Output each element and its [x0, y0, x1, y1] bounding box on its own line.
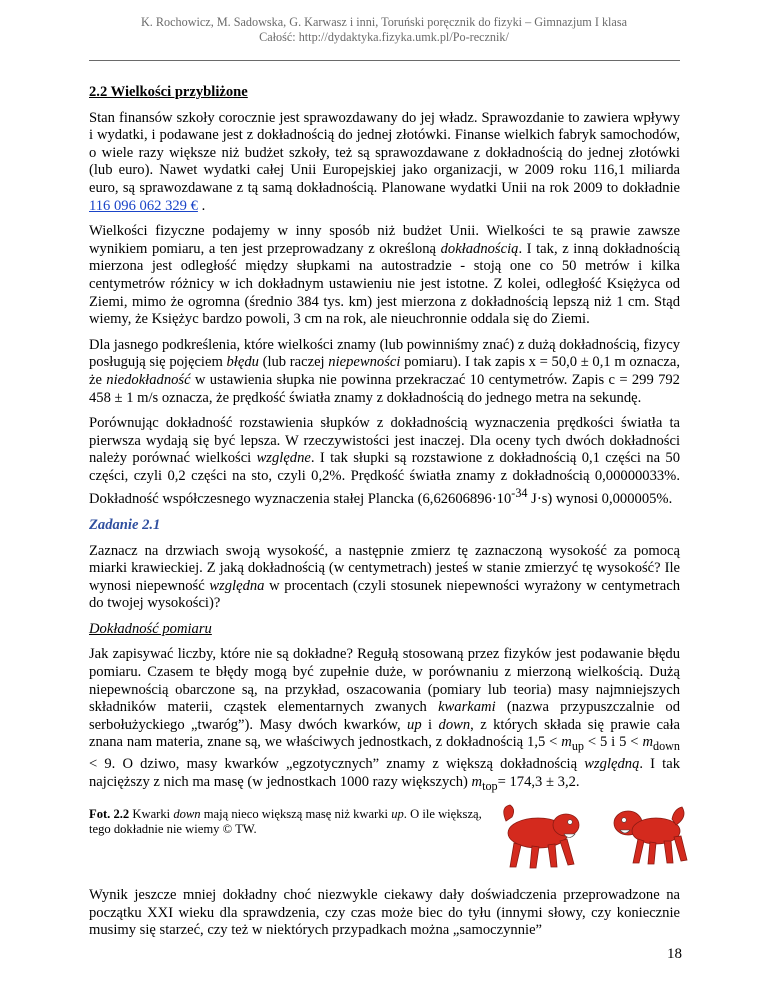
figure-caption: Fot. 2.2 Kwarki down mają nieco większą masę niż kwarki up. O ile większą, tego dokładnie nie wiemy © TW.	[89, 807, 482, 837]
page-number: 18	[667, 946, 682, 962]
right-toy-eye	[622, 818, 627, 823]
paragraph-task: Zaznacz na drzwiach swoją wysokość, a następnie zmierz tę zaznaczoną wysokość za pomocą miarki krawieckiej. Z jaką dokładnością (w centymetrach) jesteś w stanie zmierzyć tę wysokość? Ile wynosi niepewność względna w procentach (czyli stosunek niepewności wyrażony w centymetrach do twojej wysokości)?	[89, 542, 680, 612]
page-body	[89, 84, 680, 948]
paragraph-quarks: Jak zapisywać liczby, które nie są dokładne? Regułą stosowaną przez fizyków jest podawanie błędu pomiaru. Czasem te błędy mogą być zupełnie duże, w porównaniu z mierzoną wielkością. Dużą niepewnością obarczone są, na przykład, oszacowania (pomiary lub teoria) masy najmniejszych składników materii, cząstek elementarnych zwanych kwarkami (nazwa przypuszczalnie od serbołużyckiego „twaróg”). Masy dwóch kwarków, up i down, z których składa się prawie cała znana nam materia, znane są, we właściwych jednostkach, z dokładnością $1,5 < m_{up} < 5$ i $5 < m_{down} < 9$. O dziwo, masy kwarków „egzotycznych” znamy z większą dokładnością względną. I tak najcięższy z nich ma masę (w jednostkach 1000 razy większych) $m_{top}= 174,3 \pm 3,2$.	[89, 646, 680, 793]
right-toy-leg	[674, 836, 687, 861]
paragraph-physical-quantities: Wielkości fizyczne podajemy w inny sposób niż budżet Unii. Wielkości te są prawie zawsze wynikiem pomiaru, a ten jest przeprowadzany z określoną dokładnością. I tak, z inną dokładnością mierzona jest odległość między słupkami na autostradzie - stoją one co 50 metrów i kilka centymetrów różnicy w ich dokładnym ustawieniu nie jest istotne. Z kolei, odległość Księżyca od Ziemi, mimo że ogromna (średnio 384 tys. km) jest mierzona z dokładnością lepszą niż 1 cm. Stąd wiemy, że Księżyc bardzo powoli, 3 cm na rok, ale nieuchronnie oddala się do Ziemi.	[89, 223, 680, 328]
header-divider	[89, 60, 680, 61]
paragraph-uncertainty: Dla jasnego podkreślenia, które wielkości znamy (lub powinniśmy znać) z dużą dokładnością, fizycy posługują się pojęciem błędu (lub raczej niepewności pomiaru). I tak zapis x = 50,0 ± 0,1 m oznacza, że niedokładność w ustawienia słupka nie powinna przekraczać 10 centymetrów. Zapis c = 299 792 458 ± 1 m/s oznacza, że prędkość światła znamy z dokładnością do jednego metra na sekundę.	[89, 336, 681, 406]
left-toy-leg	[530, 846, 539, 868]
left-toy-head	[553, 814, 579, 836]
header-url: Całość: http://dydaktyka.fizyka.umk.pl/Po-recznik/	[259, 30, 509, 44]
left-toy-leg	[510, 843, 521, 867]
left-toy-leg	[560, 839, 574, 865]
left-toy-leg	[548, 844, 557, 867]
subsection-title: Dokładność pomiaru	[89, 620, 212, 637]
paragraph-budget: Stan finansów szkoły corocznie jest sprawozdawany do jej władz. Sprawozdanie to zawiera wpływy i wydatki, i podawane jest z dokładnością do jednej złotówki. Finanse wielkich fabryk samochodów, o wiele razy większe niż budżet szkoły, też są sprawozdawane z dokładnością do jednej złotówki (lub euro). Nawet wydatki całej Unii Europejskiej jako organizacji, w 2009 roku 116,1 miliarda euro, są sprawozdawane z tą samą dokładnością. Planowane wydatki Unii na rok 2009 to dokładnie 116 096 062 329 € .	[89, 109, 680, 214]
right-toy-leg	[648, 842, 656, 864]
section-title: 2.2 Wielkości przybliżone	[89, 84, 248, 100]
right-toy-leg	[664, 841, 673, 863]
right-toy-tail	[672, 807, 684, 825]
paragraph-relative-accuracy: Porównując dokładność rozstawienia słupków z dokładnością wyznaczenia prędkości światła ta pierwsza wydają się być lepsza. W rzeczywistości jest inaczej. Dla oceny tych dwóch dokładności należy porównać wielkości względne. I tak słupki są rozstawione z dokładnością 0,1 części na 50 części, czyli 0,2 części na sto, czyli 0,2%. Prędkość światła znamy z dokładnością 0,00000033%. Dokładność współczesnego wyznaczenia stałej Plancka ($6,62606896\cdot 10^{-34}$ J·s) wynosi 0,000005%.	[89, 415, 680, 508]
header-authors: K. Rochowicz, M. Sadowska, G. Karwasz i inni, Toruński poręcznik do fizyki – Gimnazjum I klasa	[141, 15, 627, 29]
page-header	[0, 15, 768, 45]
task-title: Zadanie 2.1	[89, 516, 161, 533]
left-toy-eye	[568, 820, 573, 825]
right-toy-leg	[633, 839, 644, 863]
figure-row	[89, 803, 680, 873]
paragraph-time-reversal: Wynik jeszcze mniej dokładny choć niezwykle ciekawy dały doświadczenia przeprowadzone na początku XXI wieku dla sprawdzenia, czy czas może biec do tyłu (innymi słowy, czy koniecznie musimy się starzeć, czy też w niektórych przypadkach można „samoczynnie”	[89, 887, 680, 939]
budget-link[interactable]: 116 096 062 329 €	[89, 197, 198, 214]
left-toy-tail	[504, 805, 514, 821]
quark-toys-image	[488, 803, 688, 873]
